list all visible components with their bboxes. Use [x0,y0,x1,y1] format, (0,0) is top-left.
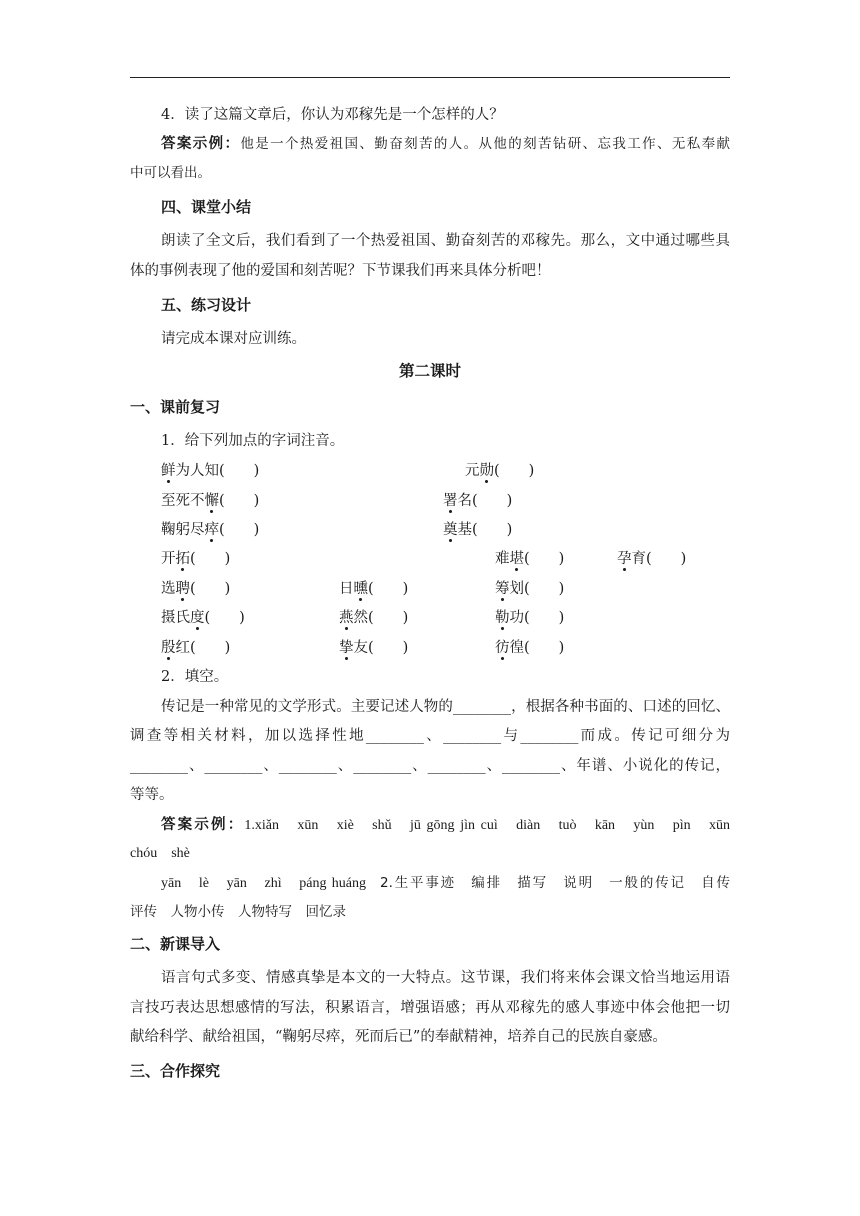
word-item: 挚友( ) [339,640,409,656]
pinyin-line-3: yān lè yān zhì páng huáng [161,876,366,891]
word-item: 鲜为人知( ) [161,463,260,479]
section-5-heading: 五、练习设计 [161,296,252,314]
answer-4-line-1 [161,134,730,154]
review-question-2: 2．填空。 [161,669,229,685]
word-item: 孕育( ) [617,551,687,567]
section-2-heading: 二、新课导入 [130,935,221,953]
section-4-line-1: 朗读了全文后，我们看到了一个热爱祖国、勤奋刻苦的邓稼先。那么，文中通过哪些具 [161,233,730,249]
word-item: 选聘( ) [161,581,231,597]
answer-label: 答案示例： [161,817,245,833]
header-rule [130,77,730,78]
word-item: 殷红( ) [161,640,231,656]
section-2-line-1: 语言句式多变、情感真挚是本文的一大特点。这节课，我们将来体会课文恰当地运用语 [161,970,730,986]
question-4: 4．读了这篇文章后，你认为邓稼先是一个怎样的人？ [161,107,504,123]
lesson-2-title: 第二课时 [398,362,461,380]
word-item: 彷徨( ) [495,640,565,656]
section-4-line-2: 体的事例表现了他的爱国和刻苦呢？下节课我们再来具体分析吧！ [130,263,551,279]
fill-line-3: ________、________、________、________、________、________、年谱、小说化的传记， [130,758,730,774]
word-item: 燕然( ) [339,610,409,626]
word-item: 筹划( ) [495,581,565,597]
answer-label: 答案示例： [161,136,241,152]
review-heading: 一、课前复习 [130,398,221,416]
word-item: 摄氏度( ) [161,610,245,626]
review-question-1: 1．给下列加点的字词注音。 [161,433,345,449]
answer-4-line-2: 中可以看出。 [130,165,211,181]
fill-answers-line-2: 评传 人物小传 人物特写 回忆录 [130,904,346,920]
section-3-heading: 三、合作探究 [130,1062,221,1080]
review-answer-line-1 [161,815,730,836]
fill-line-2: 调查等相关材料，加以选择性地________、________与________而成。传记可细分为 [130,728,730,744]
fill-line-1: 传记是一种常见的文学形式。主要记述人物的________，根据各种书面的、口述的回忆、 [161,699,730,715]
word-item: 鞠躬尽瘁( ) [161,522,260,538]
pinyin-line-2: chóu shè [130,846,190,861]
section-2-line-2: 言技巧表达思想感情的写法，积累语言，增强语感；再从邓稼先的感人事迹中体会他把一切 [130,1000,730,1016]
word-item: 开拓( ) [161,551,231,567]
fill-line-4: 等等。 [130,787,174,803]
fill-answers: 2.生平事迹 编排 描写 说明 一般的传记 自传 [379,875,730,891]
section-5-line-1: 请完成本课对应训练。 [161,331,306,347]
word-item: 勒功( ) [495,610,565,626]
answer-4-text: 他是一个热爱祖国、勤奋刻苦的人。从他的刻苦钻研、忘我工作、无私奉献 [240,136,731,152]
word-item: 奠基( ) [443,522,513,538]
word-item: 日曛( ) [339,581,409,597]
word-item: 难堪( ) [495,551,565,567]
word-item: 元勋( ) [465,463,535,479]
pinyin-answers: 1.xiǎn xūn xiè shǔ jū gōng jìn cuì diàn tuò kān yùn pìn xūn [244,818,730,833]
word-item: 署名( ) [443,493,513,509]
section-2-line-3: 献给科学、献给祖国，“鞠躬尽瘁，死而后已”的奉献精神，培养自己的民族自豪感。 [130,1029,667,1045]
section-4-heading: 四、课堂小结 [161,198,252,216]
review-answer-line-3 [161,873,730,894]
word-item: 至死不懈( ) [161,493,260,509]
